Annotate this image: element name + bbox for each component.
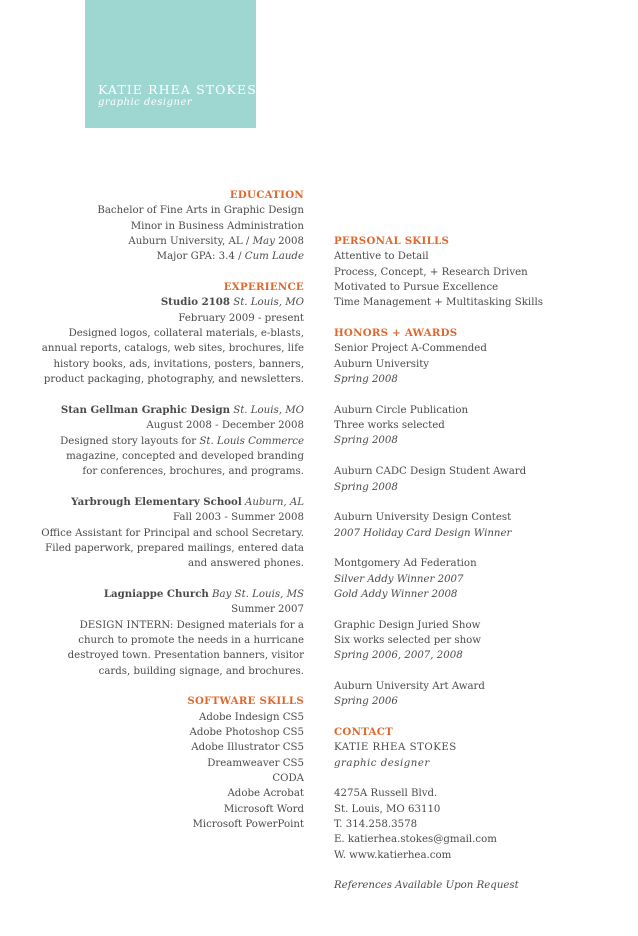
job-desc-line: Designed story layouts for St. Louis Commerce — [60, 435, 304, 447]
award-line: Three works selected — [334, 420, 445, 432]
personal-skills-heading: PERSONAL SKILLS — [334, 235, 450, 247]
name-banner — [85, 0, 256, 128]
award-line: Auburn CADC Design Student Award — [334, 466, 527, 478]
software-item: Dreamweaver CS5 — [207, 757, 304, 769]
references-note: References Available Upon Request — [334, 880, 519, 892]
header-title: graphic designer — [98, 97, 193, 108]
job-dates: Fall 2003 - Summer 2008 — [173, 512, 304, 524]
job-desc-line: and answered phones. — [188, 558, 304, 570]
job-title: Stan Gellman Graphic Design St. Louis, MO — [60, 403, 304, 416]
contact-heading: CONTACT — [334, 726, 394, 738]
job-desc-line: Designed logos, collateral materials, e-blasts, — [68, 328, 304, 340]
job-title: Lagniappe Church Bay St. Louis, MS — [103, 587, 304, 600]
contact-name: KATIE RHEA STOKES — [334, 742, 457, 754]
education-minor: Minor in Business Administration — [130, 220, 304, 232]
experience-heading: EXPERIENCE — [223, 281, 304, 294]
award-date: Silver Addy Winner 2007 — [334, 573, 464, 585]
education-school: Auburn University, AL / May 2008 — [128, 236, 304, 248]
job-dates: August 2008 - December 2008 — [146, 420, 304, 432]
job-lagniappe — [40, 587, 304, 679]
job-desc-line: annual reports, catalogs, web sites, brochures, life — [41, 343, 304, 355]
software-heading: SOFTWARE SKILLS — [187, 695, 304, 708]
job-dates: Summer 2007 — [231, 604, 304, 616]
award-item — [334, 510, 624, 541]
software-item: CODA — [272, 773, 304, 785]
award-line: Montgomery Ad Federation — [334, 558, 477, 570]
award-date: Spring 2006, 2007, 2008 — [334, 650, 463, 662]
award-item — [334, 679, 624, 710]
personal-skill: Time Management + Multitasking Skills — [334, 297, 543, 309]
job-desc-line: product packaging, photography, and newsletters. — [43, 374, 304, 386]
honors-heading: HONORS + AWARDS — [334, 327, 458, 340]
software-item: Adobe Acrobat — [227, 788, 304, 800]
job-studio-2108 — [40, 295, 304, 387]
award-date: Spring 2006 — [334, 696, 398, 708]
award-line: Six works selected per show — [334, 634, 482, 646]
job-yarbrough — [40, 495, 304, 572]
job-desc-line: DESIGN INTERN: Designed materials for a — [79, 619, 304, 631]
education-degree: Bachelor of Fine Arts in Graphic Design — [97, 205, 304, 217]
award-date: Spring 2008 — [334, 374, 398, 386]
award-line: Auburn Circle Publication — [334, 404, 469, 416]
contact-email[interactable]: E. katierhea.stokes@gmail.com — [334, 834, 497, 846]
award-line: Graphic Design Juried Show — [334, 619, 481, 631]
job-dates: February 2009 - present — [178, 312, 304, 324]
award-item — [334, 403, 624, 449]
award-item — [334, 618, 624, 664]
award-item — [334, 464, 624, 495]
award-item — [334, 556, 624, 602]
contact-title: graphic designer — [334, 757, 430, 769]
award-line: Auburn University Design Contest — [334, 512, 512, 524]
job-desc-line: Filed paperwork, prepared mailings, entered data — [45, 542, 304, 554]
right-column — [334, 234, 624, 894]
personal-skill: Motivated to Pursue Excellence — [334, 282, 499, 294]
award-date: 2007 Holiday Card Design Winner — [334, 527, 512, 539]
job-desc-line: magazine, concepted and developed branding — [66, 450, 304, 462]
software-item: Microsoft Word — [223, 803, 304, 815]
award-line: Auburn University Art Award — [334, 680, 485, 692]
job-desc-line: church to promote the needs in a hurricane — [78, 634, 304, 646]
award-date: Spring 2008 — [334, 481, 398, 493]
header-name: KATIE RHEA STOKES — [98, 82, 257, 97]
award-item — [334, 341, 624, 387]
personal-skill: Attentive to Detail — [334, 251, 429, 263]
award-date: Gold Addy Winner 2008 — [334, 588, 458, 600]
job-desc-line: for conferences, brochures, and programs. — [82, 466, 304, 478]
left-column — [40, 188, 304, 832]
education-heading: EDUCATION — [229, 189, 304, 201]
contact-phone: T. 314.258.3578 — [334, 819, 418, 831]
award-date: Spring 2008 — [334, 435, 398, 447]
job-desc-line: destroyed town. Presentation banners, visitor — [67, 650, 304, 662]
job-title: Studio 2108 St. Louis, MO — [160, 296, 304, 309]
software-item: Microsoft PowerPoint — [192, 819, 304, 831]
job-stan-gellman — [40, 403, 304, 480]
job-desc-line: Office Assistant for Principal and school Secretary. — [41, 527, 304, 539]
award-line: Senior Project A-Commended — [334, 343, 487, 355]
contact-address-line2: St. Louis, MO 63110 — [334, 803, 441, 815]
job-desc-line: cards, building signage, and brochures. — [98, 665, 304, 677]
software-item: Adobe Photoshop CS5 — [189, 727, 304, 739]
contact-website[interactable]: W. www.katierhea.com — [334, 849, 452, 861]
personal-skill: Process, Concept, + Research Driven — [334, 266, 528, 278]
award-line: Auburn University — [334, 358, 430, 370]
software-item: Adobe Illustrator CS5 — [191, 742, 304, 754]
job-title: Yarbrough Elementary School Auburn, AL — [71, 495, 304, 508]
software-item: Adobe Indesign CS5 — [199, 711, 304, 723]
job-desc-line: history books, ads, invitations, posters, banners, — [53, 358, 304, 370]
education-gpa: Major GPA: 3.4 / Cum Laude — [156, 251, 304, 263]
contact-address-line1: 4275A Russell Blvd. — [334, 788, 438, 800]
